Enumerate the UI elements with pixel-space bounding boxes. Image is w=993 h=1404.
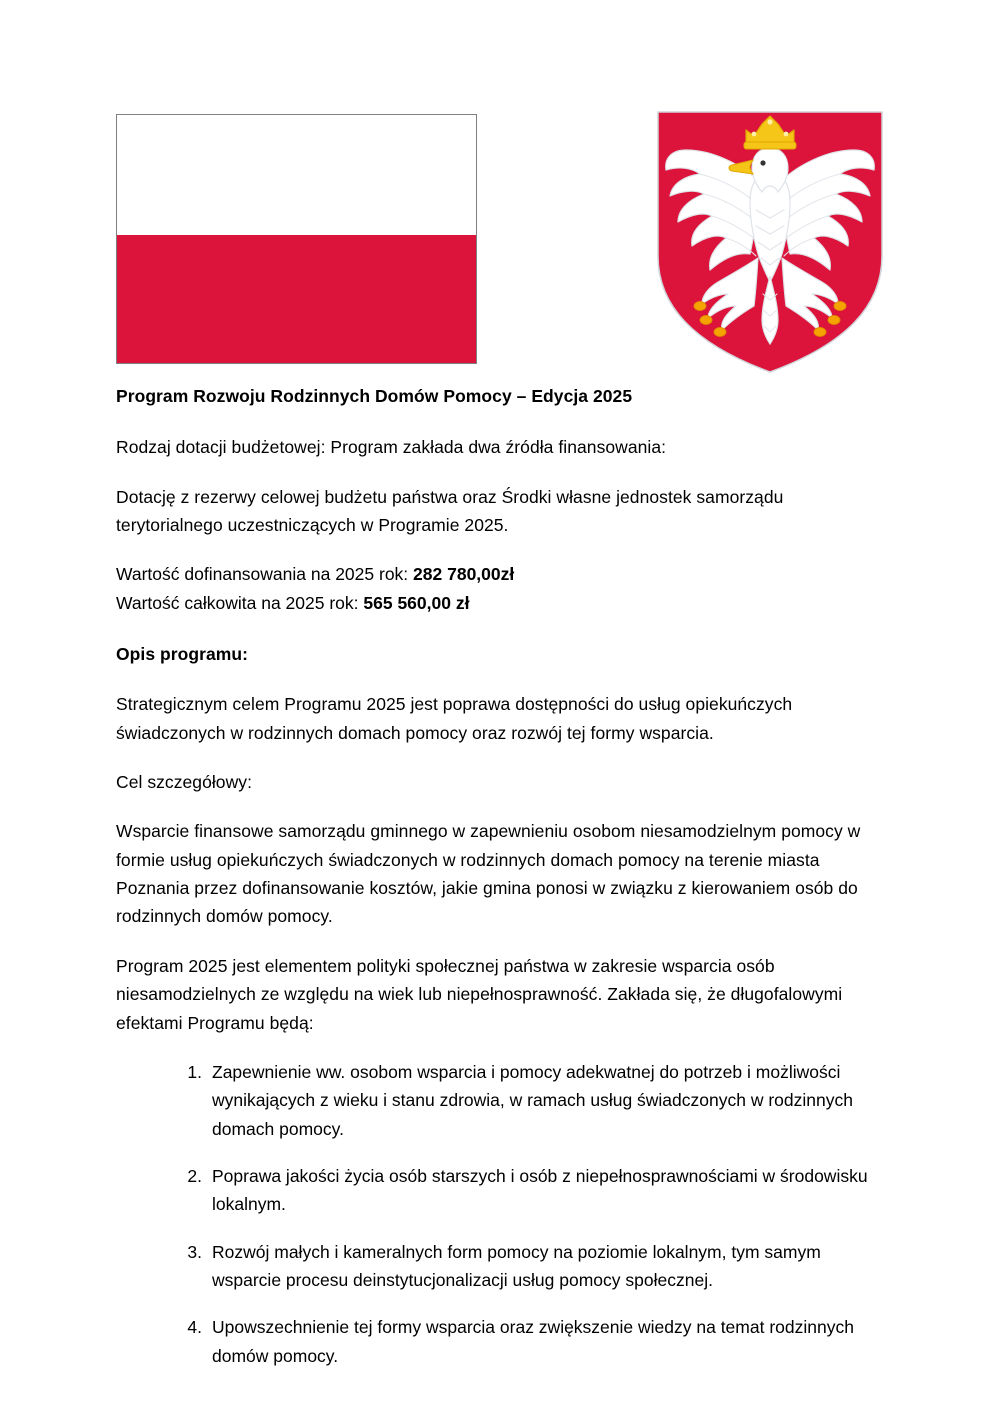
policy-context-paragraph: Program 2025 jest elementem polityki społecznej państwa w zakresie wsparcia osób niesamodzielnych ze względu na wiek lub niepełnosprawność. Zakłada się, że długofalowymi efektami Programu będą: [116,955,843,1033]
crown-band [744,142,796,149]
strategic-goal-paragraph: Strategicznym celem Programu 2025 jest poprawa dostępności do usług opiekuńczych świadczonych w rodzinnych domach pomocy oraz rozwój tej formy wsparcia. [116,694,793,743]
document-title: Program Rozwoju Rodzinnych Domów Pomocy – Edycja 2025 [116,386,633,406]
funding-sources-paragraph: Dotację z rezerwy celowej budżetu państwa oraz Środki własne jednostek samorządu terytorialnego uczestniczących w Programie 2025. [116,486,784,536]
eagle-eye [760,160,765,165]
eagle-head [752,148,788,192]
detailed-goal-paragraph: Wsparcie finansowe samorządu gminnego w zapewnieniu osobom niesamodzielnym pomocy w formie usług opiekuńczych świadczonych w rodzinnych domach pomocy na terenie miasta Poznania przez dofinansowanie kosztów, jakie gmina ponosi w związku z kierowaniem osób do rodzinnych domów pomocy. [116,821,861,927]
description-heading: Opis programu: [116,644,248,665]
cofinancing-amount-label: Wartość dofinansowania na 2025 rok: [116,564,409,585]
cofinancing-amount-line [116,560,886,588]
detailed-goal-label: Cel szczegółowy: [116,772,252,793]
polish-flag-image [116,114,477,364]
polish-coat-of-arms-image [650,106,890,378]
eagle-figure [666,116,875,344]
effects-list [116,1058,886,1370]
total-amount-value: 565 560,00 zł [363,592,470,613]
flag-white-stripe [117,115,476,235]
effects-list-item: Upowszechnienie tej formy wsparcia oraz zwiększenie wiedzy na temat rodzinnych domów pomocy. [212,1317,854,1366]
flag-red-stripe [117,235,476,363]
effects-list-item: Rozwój małych i kameralnych form pomocy na poziomie lokalnym, tym samym wsparcie procesu deinstytucjonalizacji usług pomocy społecznej. [212,1241,821,1290]
emblem-header [0,0,993,380]
total-amount-line [116,589,886,617]
cofinancing-amount-value: 282 780,00zł [413,564,515,585]
amounts-block [116,560,886,617]
grant-type-paragraph: Rodzaj dotacji budżetowej: Program zakłada dwa źródła finansowania: [116,437,667,458]
effects-list-item: Poprawa jakości życia osób starszych i osób z niepełnosprawnościami w środowisku lokalnym. [212,1165,868,1215]
total-amount-label: Wartość całkowita na 2025 rok: [116,592,359,613]
document-body [116,382,886,1370]
effects-list-item: Zapewnienie ww. osobom wsparcia i pomocy adekwatnej do potrzeb i możliwości wynikających z wieku i stanu zdrowia, w ramach usług świadczonych w rodzinnych domach pomocy. [212,1061,853,1139]
